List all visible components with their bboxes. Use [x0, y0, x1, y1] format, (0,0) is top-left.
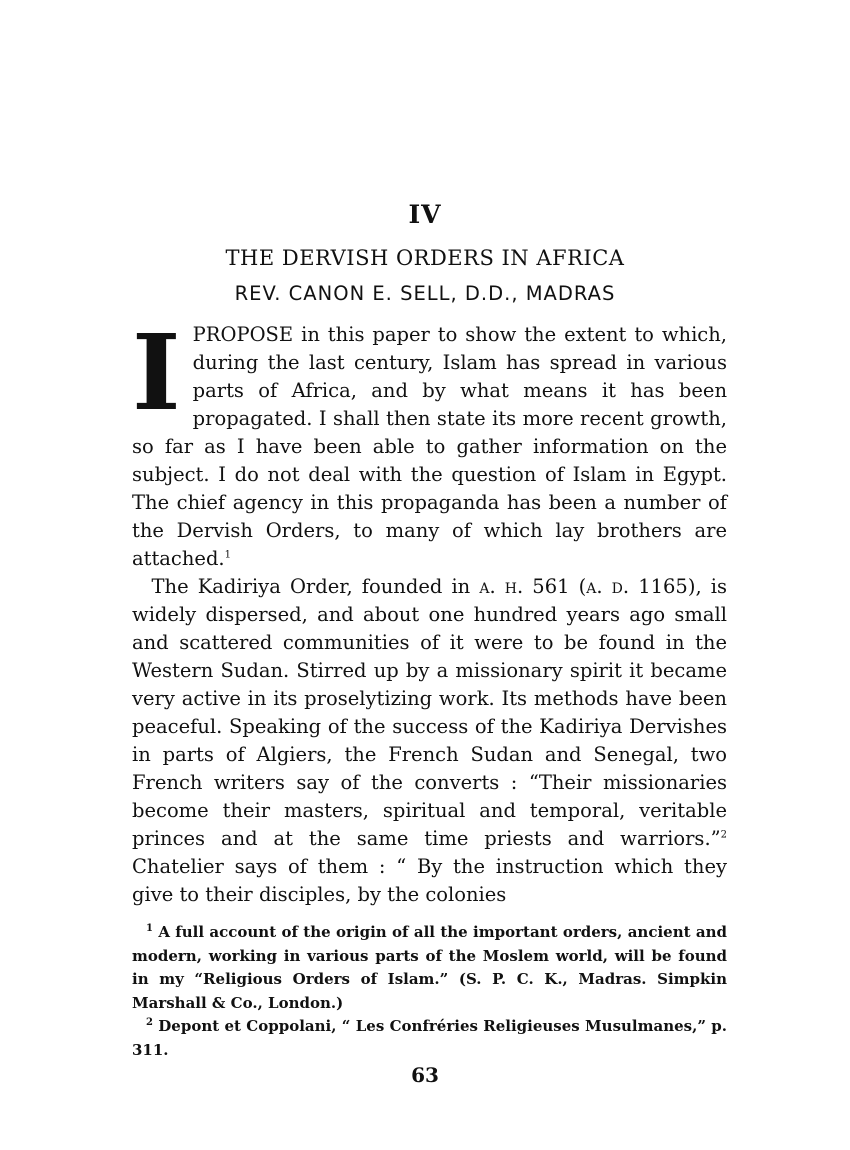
footnote-2-text: Depont et Coppolani, “ Les Confréries Religieuses Musulmanes,” p. 311.	[132, 1017, 727, 1059]
author-line: REV. CANON E. SELL, D.D., MADRAS	[234, 282, 616, 305]
footnote-ref-1: 1	[224, 549, 231, 561]
footnote-1	[132, 921, 727, 1015]
paragraph-2-part-a: The Kadiriya Order, founded in	[151, 575, 480, 598]
body-text	[132, 311, 727, 909]
paragraph-1-text: PROPOSE in this paper to show the extent to which, during the last century, Islam has spread in various parts of Africa, and by what means it has been propagated. I shall then state its more recent growth, so far as I have been able to gather information on the subject. I do not deal with the question of Islam in Egypt. The chief agency in this propaganda has been a number of the Dervish Orders, to many of which lay brothers are attached.	[132, 323, 727, 570]
footnote-2	[132, 1015, 727, 1062]
footnote-1-text: A full account of the origin of all the important orders, ancient and modern, working in various parts of the Moslem world, will be found in my “Religious Orders of Islam.” (S. P. C. K., Madras. Simpkin Marshall & Co., London.)	[132, 923, 727, 1012]
page-number: 63	[411, 1063, 439, 1087]
paragraph-2	[132, 573, 727, 909]
chapter-numeral: IV	[408, 200, 442, 229]
anno-domini: a. d.	[586, 575, 630, 598]
footnote-2-mark: 2	[146, 1017, 153, 1028]
paragraph-2-part-d: Chatelier says of them : “ By the instruction which they give to their disciples, by the colonies	[132, 855, 727, 906]
footnotes	[132, 921, 727, 1062]
paragraph-2-part-c: 1165), is widely dispersed, and about one hundred years ago small and scattered communities of it were to be found in the Western Sudan. Stirred up by a missionary spirit it became very active in its proselytizing work. Its methods have been peaceful. Speaking of the success of the Kadiriya Dervishes in parts of Algiers, the French Sudan and Senegal, two French writers say of the converts : “Their missionaries become their masters, spiritual and temporal, veritable princes and at the same time priests and warriors.”	[132, 575, 727, 850]
footnote-1-mark: 1	[146, 923, 153, 934]
drop-cap: I	[132, 311, 181, 434]
paragraph-2-part-b: 561 (	[523, 575, 587, 598]
footnote-ref-2: 2	[720, 829, 727, 841]
anno-hegirae: a. h.	[479, 575, 524, 598]
chapter-title: THE DERVISH ORDERS IN AFRICA	[225, 246, 625, 270]
paragraph-1	[132, 311, 727, 573]
